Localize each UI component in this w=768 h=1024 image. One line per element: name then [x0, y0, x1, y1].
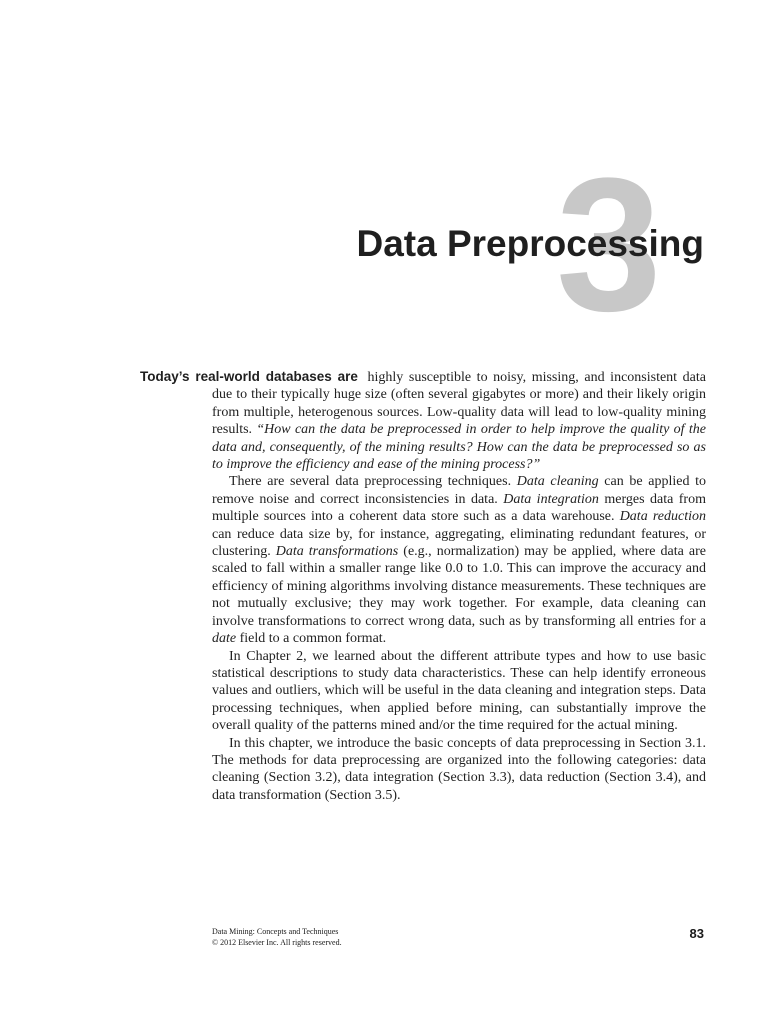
- page-number: 83: [689, 926, 704, 941]
- paragraph-text: can be applied to remove noise and correct inconsistencies in data.: [212, 474, 706, 507]
- term-data-integration: Data integration: [503, 491, 599, 507]
- paragraph-text: can reduce data size by, for instance, aggregating, eliminating redundant features, or clustering.: [212, 526, 706, 560]
- chapter-number: 3: [556, 139, 658, 351]
- paragraph-text: highly susceptible to noisy, missing, and inconsistent data due to their typically huge size (often several gigabytes or more) and their likely origin from multiple, heterogenous sources. Low-quality data will lead to low-quality mining results.: [212, 370, 706, 438]
- chapter-title: Data Preprocessing: [356, 223, 704, 264]
- term-data-transformations: Data transformations: [275, 544, 399, 560]
- paragraph-intro: [140, 368, 707, 473]
- paragraph-quote: “How can the data be preprocessed in order to help improve the quality of the data and, consequently, of the mining results? How can the data be preprocessed so as to improve the efficiency and ease of the mining process?”: [212, 422, 707, 473]
- paragraph-text: (e.g., normalization) may be applied, where data are scaled to fall within a smaller range like 0.0 to 1.0. This can improve the accuracy and efficiency of mining algorithms involving distance measurements. These techniques are not mutually exclusive; they may work together. For example, data cleaning can involve transformations to correct wrong data, such as by transforming all entries for a: [212, 544, 706, 629]
- term-date: date: [212, 631, 237, 647]
- lead-in-phrase: Today’s real-world databases are: [140, 369, 358, 384]
- chapter-body: [140, 368, 707, 804]
- term-data-reduction: Data reduction: [619, 509, 706, 525]
- paragraph-text: field to a common format.: [236, 631, 387, 647]
- term-data-cleaning: Data cleaning: [516, 474, 599, 490]
- page-footer: [212, 926, 342, 948]
- paragraph-techniques: [212, 473, 706, 647]
- paragraph-chapter-overview: In this chapter, we introduce the basic concepts of data preprocessing in Section 3.1. The methods for data preprocessing are organized into the following categories: data cleaning (Section 3.2), data integration (Section 3.3), data reduction (Section 3.4), and data transformation (Section 3.5).: [212, 735, 706, 803]
- paragraph-text: There are several data preprocessing techniques.: [229, 474, 517, 490]
- footer-copyright: © 2012 Elsevier Inc. All rights reserved.: [212, 938, 342, 947]
- paragraph-chapter-2: In Chapter 2, we learned about the different attribute types and how to use basic statistical descriptions to study data characteristics. These can help identify erroneous values and outliers, which will be useful in the data cleaning and integration steps. Data processing techniques, when applied before mining, can substantially improve the overall quality of the patterns mined and/or the time required for the actual mining.: [212, 648, 706, 734]
- paragraph-text: merges data from multiple sources into a coherent data store such as a data warehouse.: [212, 491, 706, 525]
- footer-book-title: Data Mining: Concepts and Techniques: [212, 927, 339, 936]
